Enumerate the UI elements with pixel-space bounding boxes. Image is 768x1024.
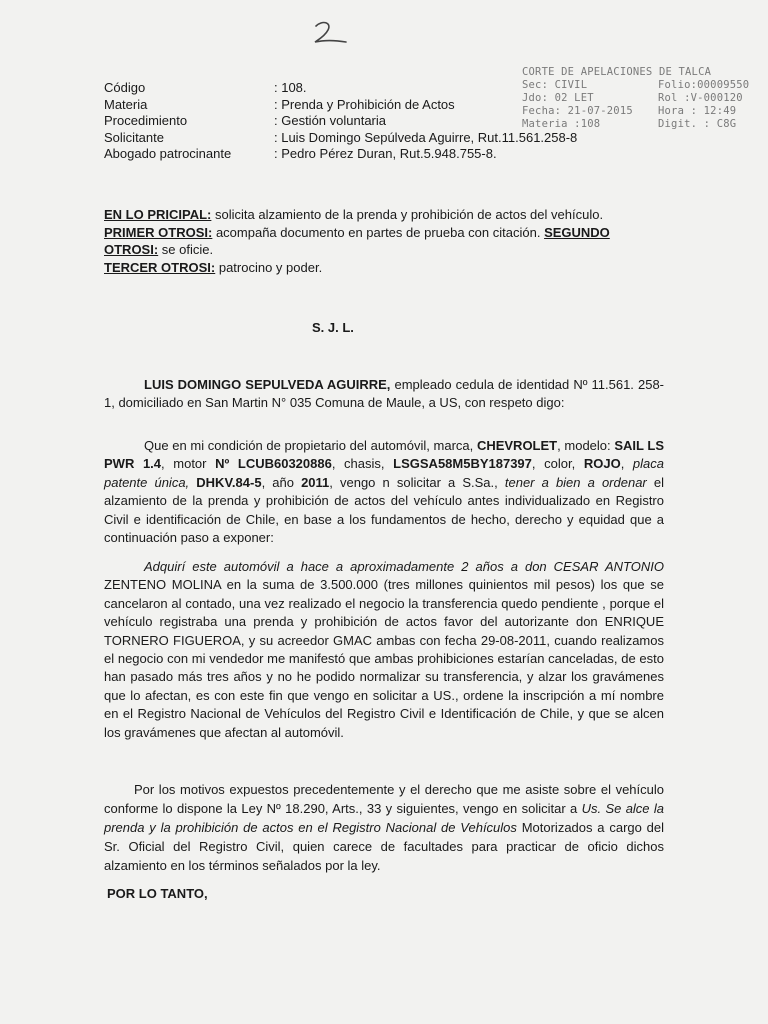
tercer-otrosi-text: patrocino y poder. xyxy=(215,259,323,275)
vehicle-model: SAIL LS PWR 1.4 xyxy=(104,438,664,472)
stamp-title: CORTE DE APELACIONES DE TALCA xyxy=(522,66,712,78)
header-row-abogado: Abogado patrocinante : Pedro Pérez Duran, Rut.5.948.755-8. xyxy=(104,146,497,162)
stamp-row: Jdo: 02 LET Rol :V-000120 xyxy=(522,92,743,104)
vehicle-paragraph: Que en mi condición de propietario del automóvil, marca, CHEVROLET, modelo: SAIL LS PWR 1.4, motor Nº LCUB60320886, chasis, LSGSA58M5BY187397, color, ROJO, placa patente única, DHKV.84-5, año 2011, vengo n solicitar a S.Sa., tener a bien a ordenar el alzamiento de la prenda y prohibición de actos del vehículo antes individualizado en Registro Civil e identificación de Chile, en base a los fundamentos de hecho, derecho y equidad que a continuación paso a exponer: xyxy=(104,438,664,546)
principal-text: solicita alzamiento de la prenda y prohibición de actos del vehículo. xyxy=(211,207,604,222)
request-paragraph: Por los motivos expuestos precedentemente y el derecho que me asiste sobre el vehículo conforme lo dispone la Ley Nº 18.290, Arts., 33 y siguientes, vengo en solicitar a Us. Se alce la prenda y la prohibición de actos en el Registro Nacional de Vehículos Motorizados a cargo del Sr. Oficial del Registro Civil, quien carece de facultades para practicar de oficio dichos alzamiento en los términos señalados por la ley. xyxy=(104,782,665,873)
facts-paragraph: Adquirí este automóvil a hace a aproximadamente 2 años a don CESAR ANTONIO ZENTENO MOLINA en la suma de 3.500.000 (tres millones quinientos mil pesos) los que se cancelaron al contado, una vez realizado el negocio la transferencia quedo pendiente , porque el vehículo registraba una prenda y prohibición de actos favor del autorizante don ENRIQUE TORNERO FIGUEROA, y su acreedor GMAC ambas con fecha 29-08-2011, cuando realizamos el negocio con mi vendedor me manifestó que ambas prohibiciones estarían canceladas, de esto han pasado más tres años y no he podido normalizar su transferencia, y alzar los gravámenes que lo afectan, es con este fin que vengo en solicitar a US., ordene la inscripción a mí nombre en el Registro Nacional de Vehículos del Registro Civil e Identificación de Chile, y que se alcen los gravámenes que afectan al automóvil. xyxy=(104,559,664,740)
vehicle-motor: Nº LCUB60320886 xyxy=(215,456,332,472)
segundo-otrosi-text: se oficie. xyxy=(158,242,214,257)
primer-otrosi-text: acompaña documento en partes de prueba con citación. xyxy=(212,224,545,240)
primer-otrosi-label: PRIMER OTROSI: xyxy=(104,224,213,240)
stamp-row: Materia :108 Digit. : C8G xyxy=(522,118,737,130)
principal-label: EN LO PRICIPAL: xyxy=(104,207,212,222)
segundo-otrosi-label: SEGUNDO OTROSI: xyxy=(104,224,610,257)
addressee: S. J. L. xyxy=(312,320,354,335)
vehicle-chassis: LSGSA58M5BY187397 xyxy=(393,456,532,472)
header-row-procedimiento: Procedimiento : Gestión voluntaria xyxy=(104,113,387,129)
header-row-codigo: Código : 108. xyxy=(104,80,307,95)
stamp-row: Fecha: 21-07-2015 Hora : 12:49 xyxy=(522,105,737,117)
closing-phrase: POR LO TANTO, xyxy=(107,886,208,901)
vehicle-plate: DHKV.84-5 xyxy=(196,474,262,490)
tercer-otrosi-label: TERCER OTROSI: xyxy=(104,259,216,275)
petitioner-name: LUIS DOMINGO SEPULVEDA AGUIRRE, xyxy=(144,377,391,392)
sumilla-block xyxy=(104,206,664,276)
header-row-solicitante: Solicitante : Luis Domingo Sepúlveda Aguirre, Rut.11.561.258-8 xyxy=(104,129,578,145)
vehicle-year: 2011 xyxy=(301,474,330,490)
vehicle-color: ROJO xyxy=(583,456,621,472)
header-row-materia: Materia : Prenda y Prohibición de Actos xyxy=(104,96,455,112)
handwritten-page-number xyxy=(306,18,356,48)
stamp-row: Sec: CIVIL Folio:00009550 xyxy=(522,79,750,91)
intro-paragraph: LUIS DOMINGO SEPULVEDA AGUIRRE, empleado cedula de identidad Nº 11.561. 258-1, domiciliado en San Martin N° 035 Comuna de Maule, a US, con respeto digo: xyxy=(104,377,664,411)
vehicle-brand: CHEVROLET xyxy=(476,438,558,453)
case-header xyxy=(104,80,704,163)
